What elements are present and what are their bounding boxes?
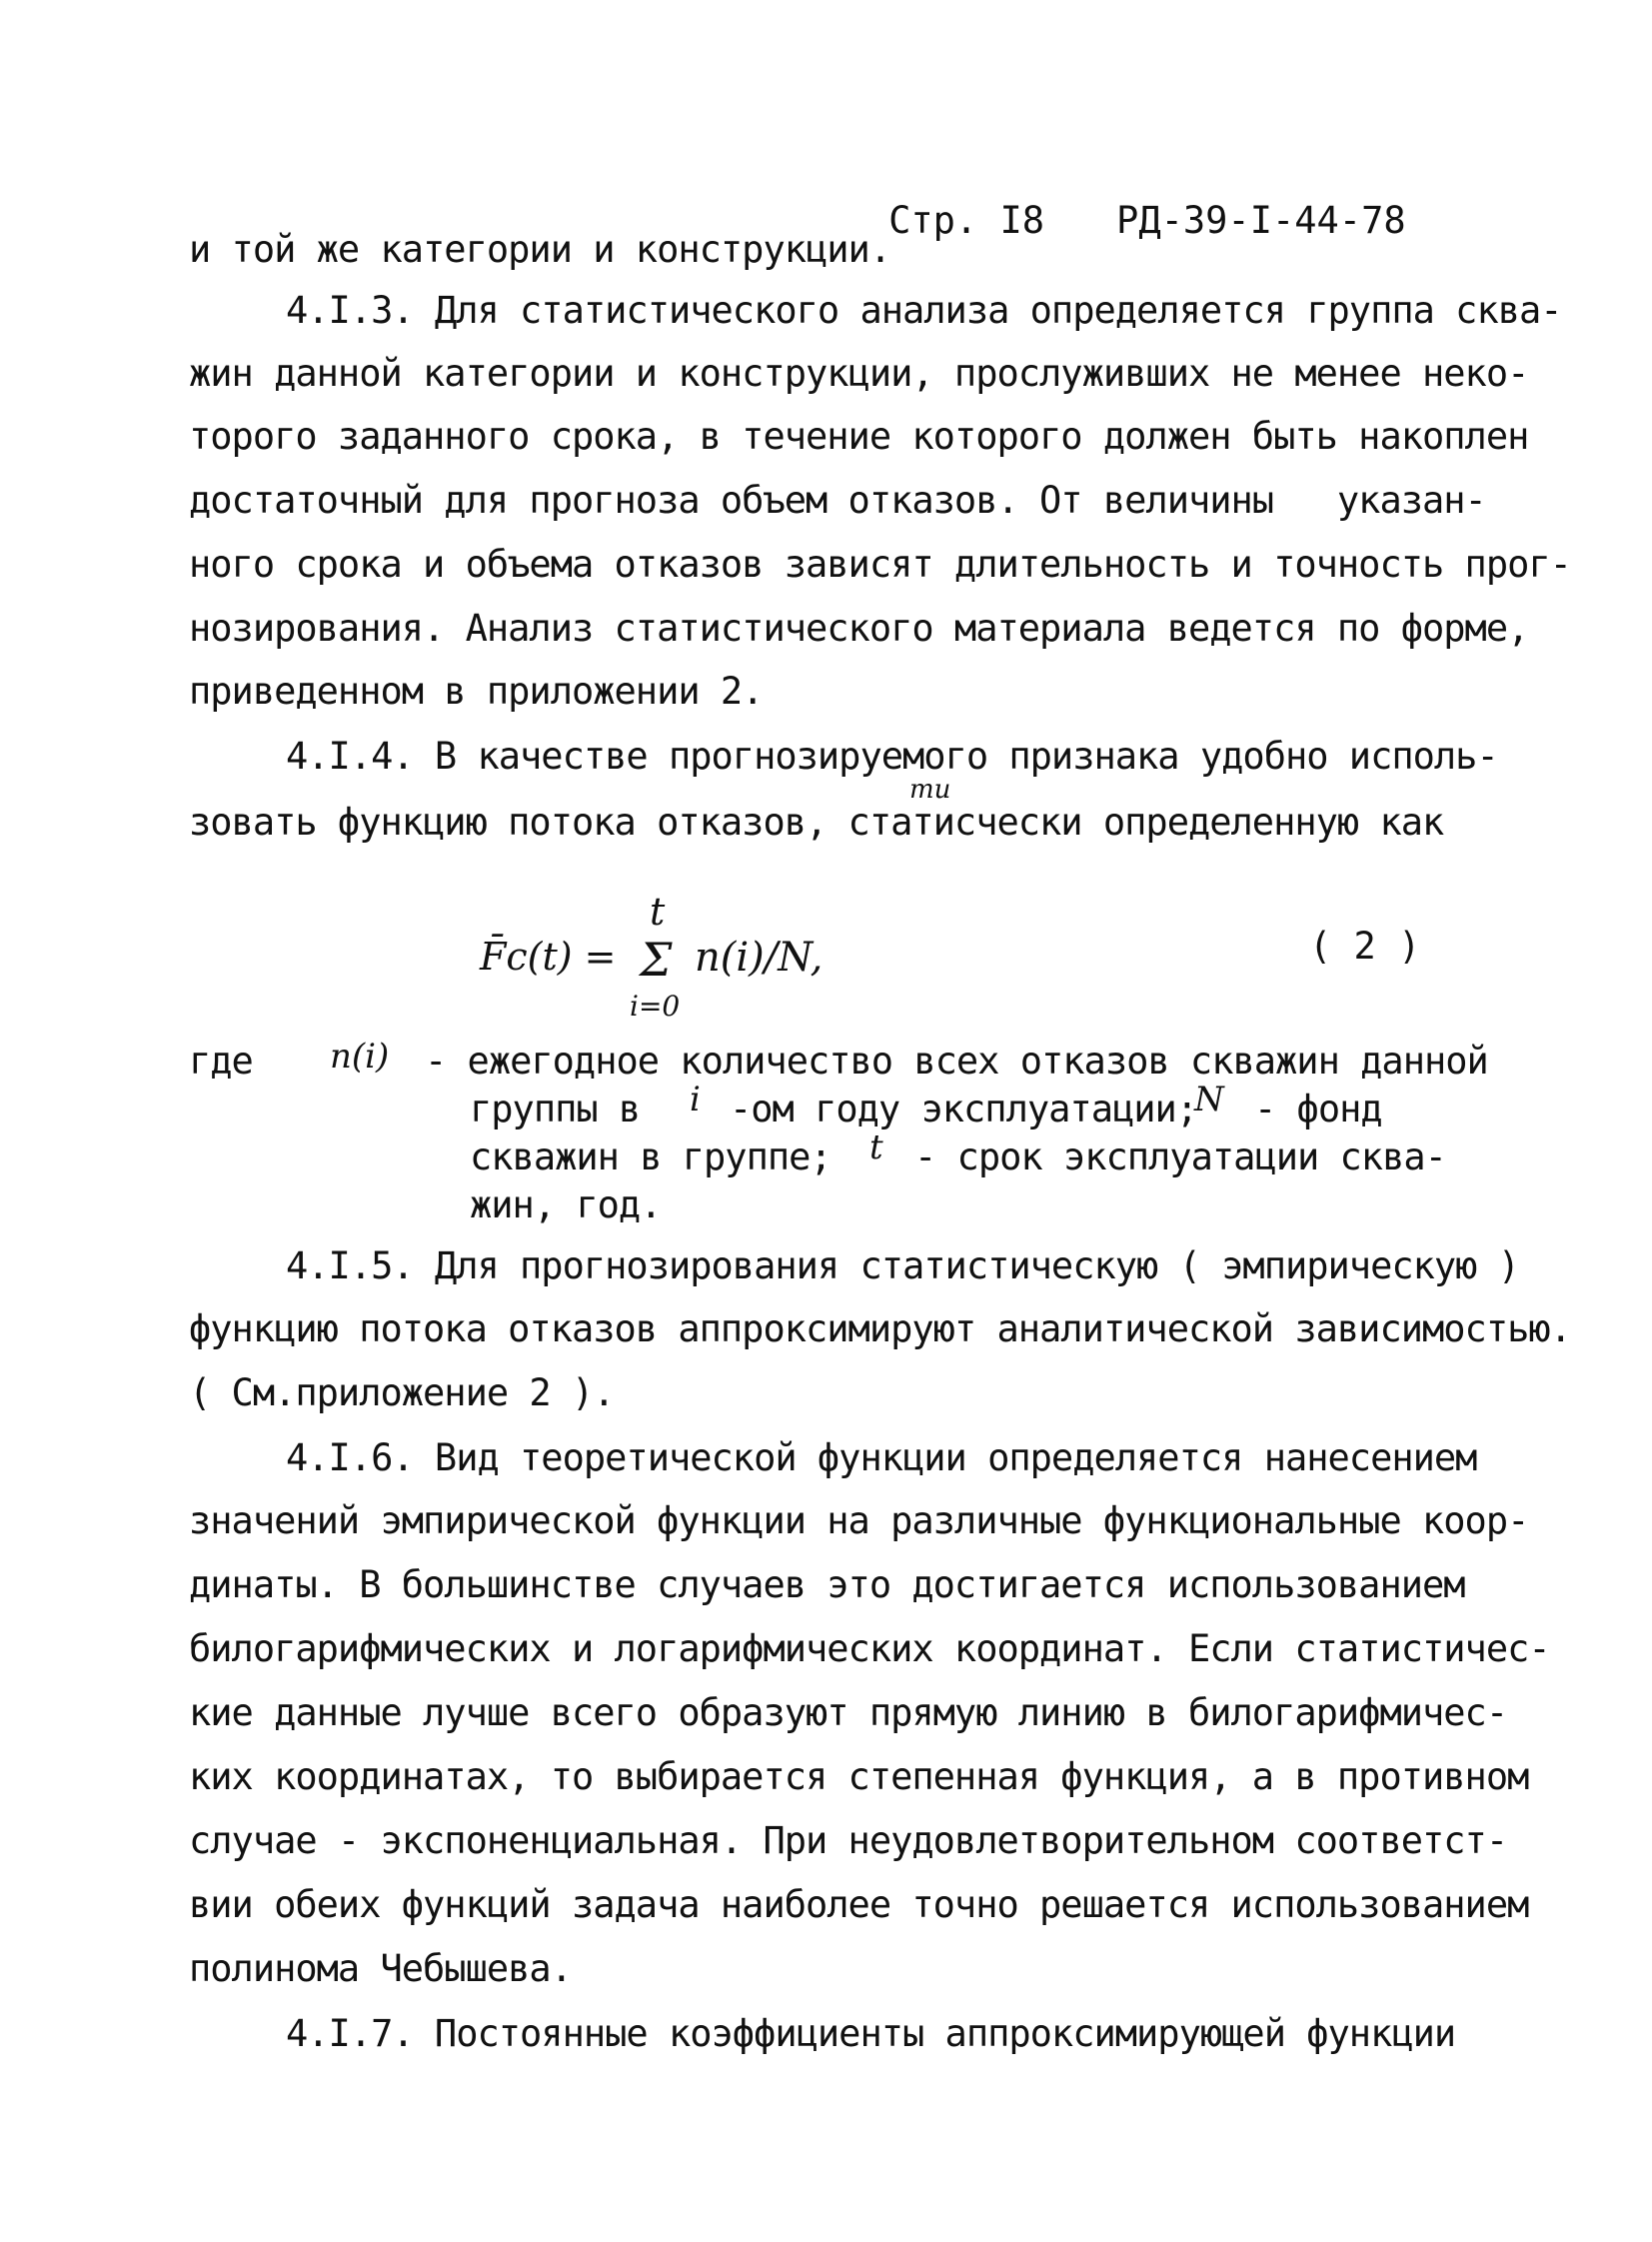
text-line: 4.I.5. Для прогнозирования статистическую ( эмпирическую ) (286, 1244, 1520, 1287)
text-line: 4.I.7. Постоянные коэффициенты аппроксимирующей функции (286, 2012, 1456, 2055)
text-line: достаточный для прогноза объем отказов. От величины указан- (189, 479, 1486, 522)
text-line: 4.I.4. В качестве прогнозируемого признака удобно исполь- (286, 735, 1498, 778)
text-line: приведенном в приложении 2. (189, 670, 764, 713)
N-symbol: N (1194, 1080, 1224, 1120)
sum-lower-limit: i=0 (630, 990, 681, 1023)
text-line: 4.I.3. Для статистического анализа определяется группа сква- (286, 289, 1562, 332)
formula-lhs: F̄c(t) = (480, 935, 617, 979)
text-line: торого заданного срока, в течение которого должен быть накоплен (189, 415, 1529, 458)
text-line: динаты. В большинстве случаев это достигается использованием (189, 1563, 1465, 1606)
definition-line: -ом году эксплуатации; (730, 1088, 1198, 1130)
text-line: ного срока и объема отказов зависят длительность и точность прог- (189, 543, 1571, 586)
definition-line: скважин в группе; (470, 1135, 831, 1178)
text-line: функцию потока отказов аппроксимируют аналитической зависимостью. (189, 1307, 1571, 1350)
n-symbol: n(i) (330, 1037, 390, 1077)
text-line: 4.I.6. Вид теоретической функции определяется нанесением (286, 1436, 1477, 1479)
sum-upper-limit: t (650, 890, 666, 934)
definition-line: - срок эксплуатации сква- (914, 1135, 1446, 1178)
text-line: ких координатах, то выбирается степенная функция, а в противном (189, 1755, 1529, 1798)
definition-line: - ежегодное количество всех отказов скважин данной (425, 1040, 1488, 1083)
text-line: билогарифмических и логарифмических координат. Если статистичес- (189, 1627, 1550, 1670)
equation-number: ( 2 ) (1309, 925, 1421, 968)
formula-body: n(i)/N, (695, 935, 824, 981)
text-line: нозирования. Анализ статистического материала ведется по форме, (189, 607, 1529, 650)
i-symbol: i (690, 1080, 701, 1120)
definition-line: жин, год. (470, 1183, 662, 1226)
text-line: жин данной категории и конструкции, прослуживших не менее неко- (189, 352, 1529, 395)
definition-line: - фонд (1254, 1088, 1382, 1130)
text-line: кие данные лучше всего образуют прямую линию в билогарифмичес- (189, 1691, 1508, 1734)
text-line: и той же категории и конструкции. (189, 228, 891, 271)
handwritten-insertion: ти (909, 775, 951, 805)
sum-symbol: Σ (640, 933, 673, 987)
text-line: ( См.приложение 2 ). (189, 1371, 615, 1414)
text-line: случае - экспоненциальная. При неудовлетворительном соответст- (189, 1819, 1508, 1862)
page-number: Стр. I8 (888, 199, 1045, 242)
text-line: полинома Чебышева. (189, 1947, 572, 1990)
text-line: значений эмпирической функции на различные функциональные коор- (189, 1499, 1529, 1542)
t-symbol: t (869, 1127, 883, 1167)
where-label: где (189, 1040, 253, 1083)
definition-line: группы в (470, 1088, 641, 1130)
document-code: РД-39-I-44-78 (1116, 199, 1406, 242)
text-line: вии обеих функций задача наиболее точно решается использованием (189, 1883, 1529, 1926)
formula (480, 890, 1179, 1035)
text-line: зовать функцию потока отказов, статисчески определенную как (189, 801, 1444, 844)
